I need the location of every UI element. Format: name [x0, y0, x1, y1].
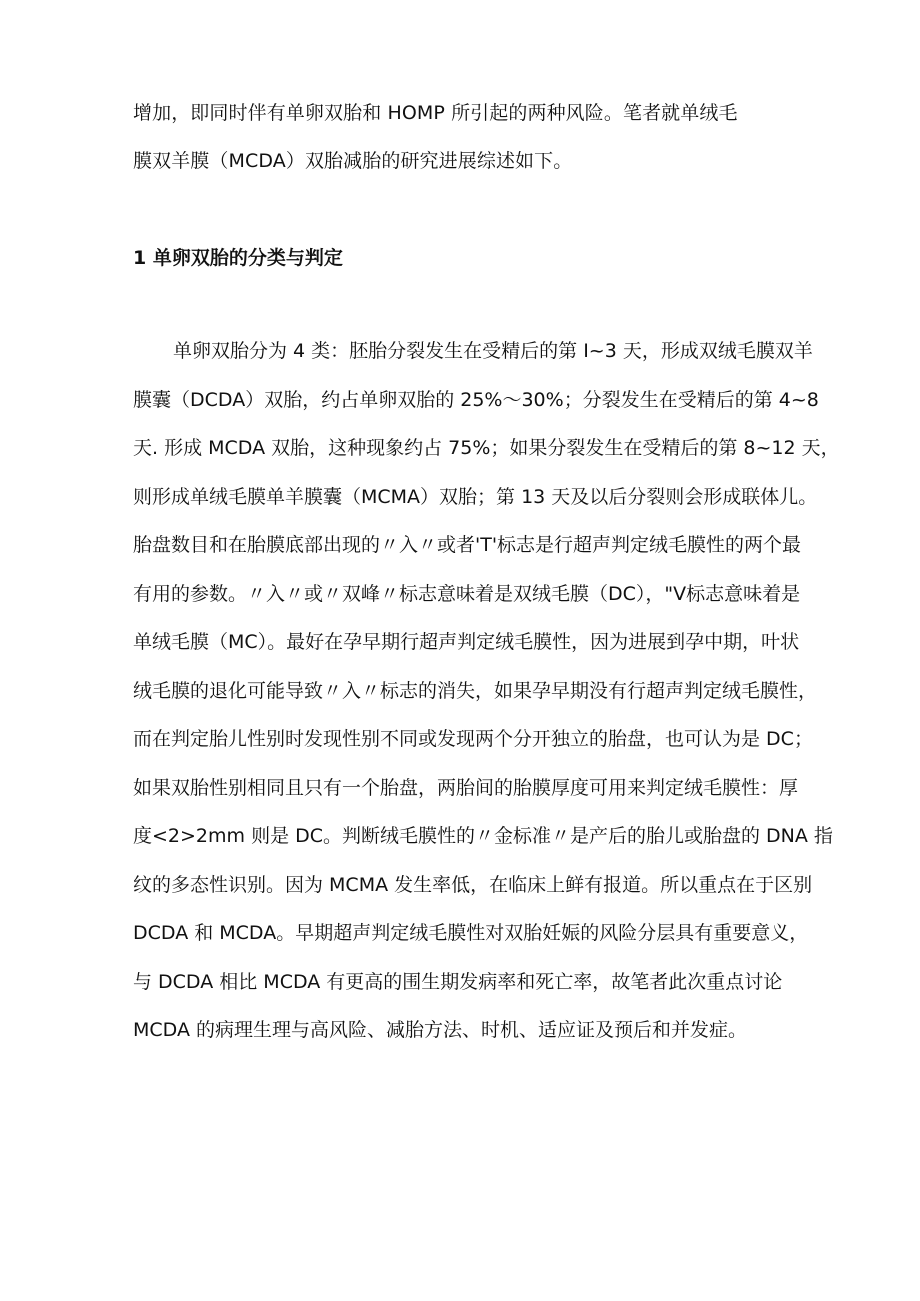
- paragraph-line: 而在判定胎儿性别时发现性别不同或发现两个分开独立的胎盘，也可认为是 DC；: [133, 728, 813, 750]
- paragraph-line: 单绒毛膜（MC）。最好在孕早期行超声判定绒毛膜性，因为进展到孕中期，叶状: [133, 631, 800, 653]
- paragraph-line: 度<2>2mm 则是 DC。判断绒毛膜性的〃金标准〃是产后的胎儿或胎盘的 DNA 指: [133, 825, 833, 847]
- body-paragraph: [133, 339, 840, 1067]
- paragraph-line: 膜囊（DCDA）双胎，约占单卵双胎的 25%～30%；分裂发生在受精后的第 4~8: [133, 388, 819, 411]
- paragraph-line: 天. 形成 MCDA 双胎，这种现象约占 75%；如果分裂发生在受精后的第 8~12 天，: [133, 437, 840, 459]
- paragraph-line: 与 DCDA 相比 MCDA 有更高的围生期发病率和死亡率，故笔者此次重点讨论: [133, 970, 783, 993]
- paragraph-line: DCDA 和 MCDA。早期超声判定绒毛膜性对双胎妊娠的风险分层具有重要意义，: [133, 922, 809, 944]
- paragraph-line: 纹的多态性识别。因为 MCMA 发生率低，在临床上鲜有报道。所以重点在于区别: [133, 873, 813, 896]
- intro-line-2: 膜双羊膜（MCDA）双胎减胎的研究进展综述如下。: [133, 150, 573, 172]
- paragraph-line: 如果双胎性别相同且只有一个胎盘，两胎间的胎膜厚度可用来判定绒毛膜性：厚: [133, 776, 799, 799]
- paragraph-line: 胎盘数目和在胎膜底部出现的〃入〃或者'T'标志是行超声判定绒毛膜性的两个最: [133, 534, 802, 556]
- paragraph-line: 单卵双胎分为 4 类：胚胎分裂发生在受精后的第 I~3 天，形成双绒毛膜双羊: [173, 340, 813, 362]
- paragraph-line: 则形成单绒毛膜单羊膜囊（MCMA）双胎；第 13 天及以后分裂则会形成联体儿。: [133, 485, 818, 508]
- section-heading: 1 单卵双胎的分类与判定: [133, 247, 343, 269]
- intro-line-1: 增加，即同时伴有单卵双胎和 HOMP 所引起的两种风险。笔者就单绒毛: [133, 102, 738, 124]
- paragraph-line: 有用的参数。〃入〃或〃双峰〃标志意味着是双绒毛膜（DC），"V标志意味着是: [133, 582, 801, 605]
- paragraph-line: 绒毛膜的退化可能导致〃入〃标志的消失，如果孕早期没有行超声判定绒毛膜性，: [133, 679, 818, 702]
- paragraph-line: MCDA 的病理生理与高风险、减胎方法、时机、适应证及预后和并发症。: [133, 1019, 747, 1041]
